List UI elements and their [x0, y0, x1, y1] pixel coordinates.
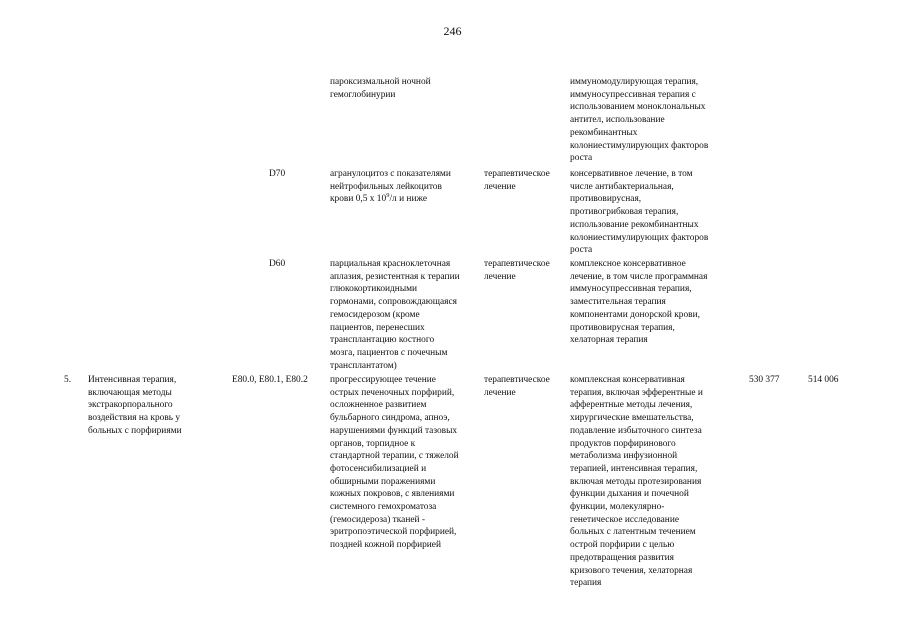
- care-name-cell: Интенсивная терапия, включающая методы экстракорпорального воздействия на кровь у больных с порфириями: [88, 375, 182, 436]
- treatment-kind-cell: терапевтическое лечение: [484, 259, 550, 282]
- patient-model-cell: [330, 168, 478, 206]
- exponent: 9: [386, 192, 390, 200]
- treatment-method-cell: комплексное консервативное лечение, в том числе программная иммуносупрессивная терапия, заместительная терапия компонентами донорской крови, противовирусная терапия, хелаторная терапия: [570, 259, 708, 346]
- patient-model-cell: пароксизмальной ночной гемоглобинурии: [330, 77, 431, 100]
- cost-value-cell: 530 377: [749, 375, 780, 385]
- treatment-kind-cell: терапевтическое лечение: [484, 169, 550, 192]
- patient-model-text: агранулоцитоз с показателями нейтрофильных лейкоцитов крови 0,5 х 10: [330, 169, 451, 205]
- page-number: 246: [443, 24, 462, 38]
- icd-code-cell: E80.0, E80.1, E80.2: [232, 375, 308, 385]
- patient-model-cell: парциальная красноклеточная аплазия, резистентная к терапии глюкокортикоидными гормонами, сопровождающаяся гемосидерозом (кроме пациентов, перенесших трансплантацию костного мозга, пациентов с почечным трансплантатом): [330, 259, 460, 371]
- icd-code-cell: D70: [269, 169, 286, 179]
- treatment-method-cell: иммуномодулирующая терапия, иммуносупрессивная терапия с использованием моноклональных антител, использование рекомбинантных колониестимулирующих факторов роста: [570, 77, 709, 164]
- treatment-method-cell: консервативное лечение, в том числе антибактериальная, противовирусная, противогрибковая терапия, использование рекомбинантных колониестимулирующих факторов роста: [570, 169, 709, 256]
- treatment-method-cell: комплексная консервативная терапия, включая эфферентные и афферентные методы лечения, хирургические вмешательства, подавление избыточного синтеза продуктов порфиринового метаболизма инфузионной терапией, интенсивная терапия, включая методы протезирования функции дыхания и почечной функции, молекулярно- генетическое исследование больных с латентным течением острой порфирии с целью предотвращения развития кризового течения, хелаторная терапия: [570, 375, 703, 589]
- patient-model-cell: прогрессирующее течение острых печеночных порфирий, осложненное развитием бульбарного синдрома, апноэ, нарушениями функций тазовых органов, торпидное к стандартной терапии, с тяжелой фотосенсибилизацией и обширными поражениями кожных покровов, с явлениями системного гемохроматоза (гемосидероза) тканей - эритропоэтической порфирией, поздней кожной порфирией: [330, 375, 459, 551]
- cost-value-cell: 514 006: [808, 375, 839, 385]
- patient-model-tail: /л и ниже: [389, 194, 427, 205]
- treatment-kind-cell: терапевтическое лечение: [484, 375, 550, 398]
- icd-code-cell: D60: [269, 259, 286, 269]
- row-number-cell: 5.: [64, 375, 72, 385]
